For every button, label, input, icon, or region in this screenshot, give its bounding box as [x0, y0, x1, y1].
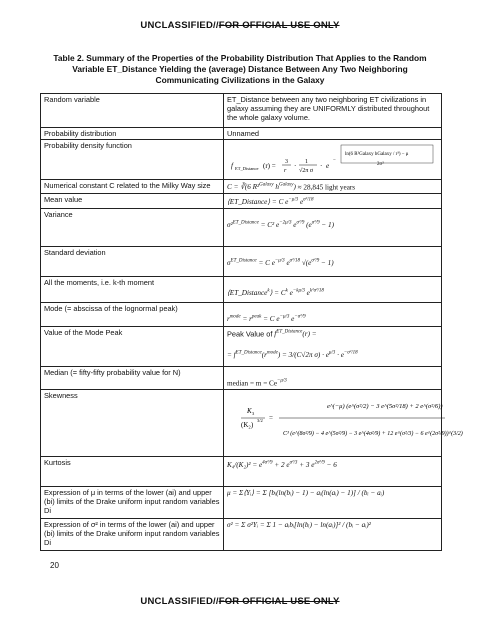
table-row [41, 208, 442, 246]
table-title: Table 2. Summary of the Properties of the Probability Distribution That Applies to the Random Variable ET_Distance Yielding the (average) Distance Between Any Two Neighboring Communicating Civilizations in the Galaxy [53, 53, 427, 85]
mode-formula: $r^{mode} = r^{peak} = C$ $e^{-\mu/3}$ $e^{-\sigma^2/9}$ [227, 314, 306, 324]
mu-formula: μ = Σ⟨Yᵢ⟩ = Σ [bᵢ(ln(bᵢ) − 1) − aᵢ(ln(aᵢ) − 1)] / (bᵢ − aᵢ) [227, 489, 385, 498]
table-row [41, 246, 442, 276]
kurtosis-formula: $K_4/(K_2)^2 = e^{4\sigma^2/9} + 2$ $e^{\sigma^2/3} + 3$ $e^{2\sigma^2/9} - 6$ [227, 460, 337, 469]
svg-text:C³ (e^(8σ²/9) − 4 e^(5σ²/9) −: C³ (e^(8σ²/9) − 4 e^(5σ²/9) − 3 e^(4σ²/9) + 12 e^(σ²/3) − 6 e^(2σ²/9))^(3/2) [283, 431, 463, 438]
classification-banner-bottom [0, 596, 480, 607]
formula-kurtosis [224, 457, 442, 487]
formula-std [224, 246, 442, 276]
formula-mu [224, 487, 442, 519]
svg-text:ET_Distance: ET_Distance [235, 166, 259, 171]
svg-text:r: r [284, 168, 287, 174]
svg-text:K: K [247, 407, 252, 416]
formula-variance [224, 208, 442, 246]
median-exponent: −μ/3 [277, 378, 287, 384]
struck-marking: FOR OFFICIAL USE ONLY [218, 596, 340, 607]
formula-mode-peak [224, 326, 442, 366]
row-value: Unnamed [224, 128, 442, 140]
row-label: Skewness [41, 390, 224, 457]
row-label: Value of the Mode Peak [41, 326, 224, 366]
svg-text:e^(−μ) (e^(σ²/2) − 3 e^(5σ²/18: e^(−μ) (e^(σ²/2) − 3 e^(5σ²/18) + 2 e^(σ²/6)) [327, 403, 443, 411]
table-row [41, 128, 442, 140]
row-label: Mean value [41, 194, 224, 208]
table-row [41, 94, 442, 128]
svg-text:2σ²: 2σ² [377, 162, 384, 167]
table-row [41, 326, 442, 366]
svg-text:1: 1 [305, 159, 308, 165]
svg-text:√2π σ: √2π σ [299, 168, 314, 174]
svg-text:f: f [231, 162, 233, 170]
variance-formula: σ²$^{ET\_Distance}$ = C² $e^{-2\mu/3}$ $e^{\sigma^2/9}$ $(e^{\sigma^2/9} - 1)$ [227, 220, 335, 230]
table-row [41, 194, 442, 208]
svg-text:ln(6 R²Galaxy hGalaxy / r³) −: ln(6 R²Galaxy hGalaxy / r³) − μ [345, 152, 409, 157]
svg-text:e: e [326, 162, 330, 170]
row-value: ET_Distance between any two neighboring ET civilizations in galaxy assuming they are UNIFORMLY distributed throughout the whole galaxy volume. [224, 94, 442, 128]
row-label: Numerical constant C related to the Milky Way size [41, 180, 224, 194]
svg-text:(r) =: (r) = [263, 162, 276, 170]
table-row [41, 390, 442, 457]
table-row [41, 366, 442, 389]
svg-text:(K₂): (K₂) [241, 421, 254, 430]
moments-formula: ⟨ET_Distance$^k$⟩ = $C^k$ $e^{-k\mu/3}$ $e^{k^2\sigma^2/18}$ [227, 288, 324, 298]
formula-mean [224, 194, 442, 208]
svg-text:·: · [294, 162, 297, 170]
peak-value-label: Peak Value of [227, 329, 273, 339]
std-formula: $\sigma^{ET\_Distance} = C$ $e^{-\mu/3}$ $e^{\sigma^2/18}$ $√(e^{\sigma^2/9} - 1)$ [227, 258, 334, 268]
formula-skewness [224, 390, 463, 457]
formula-moments [224, 276, 442, 302]
table-row [41, 302, 442, 326]
row-label: Probability density function [41, 140, 224, 180]
formula-constant [224, 180, 442, 194]
struck-marking: FOR OFFICIAL USE ONLY [218, 20, 340, 31]
mode-peak-formula: = $f^{ET\_Distance}(r^{mode}) = 3/(C√2\pi$ $\sigma) \cdot e^{\mu/3} \cdot e^{-\sigma^2/18}$ [227, 350, 358, 359]
table-row [41, 519, 442, 551]
svg-text:·: · [320, 162, 323, 170]
row-label: Expression of σ² in terms of the lower (ai) and upper (bi) limits of the Drake uniform input random variables Di [41, 519, 224, 551]
svg-text:3: 3 [252, 411, 255, 417]
row-label: Mode (= abscissa of the lognormal peak) [41, 302, 224, 326]
row-label: Median (= fifty-fifty probability value for N) [41, 366, 224, 389]
svg-text:−: − [333, 158, 336, 163]
skewness-formula [227, 391, 463, 455]
classification-text: UNCLASSIFIED// [140, 20, 219, 31]
table-row [41, 276, 442, 302]
row-label: All the moments, i.e. k-th moment [41, 276, 224, 302]
properties-table [40, 93, 463, 551]
constant-value: ≈ 28,845 light years [297, 183, 356, 192]
svg-text:3: 3 [285, 159, 288, 165]
table-row [41, 180, 442, 194]
row-label: Random variable [41, 94, 224, 128]
page-number: 20 [50, 561, 59, 570]
formula-sigma [224, 519, 442, 551]
sigma-formula: σ² = Σ σ²Yᵢ = Σ 1 − aᵢbᵢ[ln(bᵢ) − ln(aᵢ)]² / (bᵢ − aᵢ)² [227, 521, 371, 530]
row-label: Expression of μ in terms of the lower (ai) and upper (bi) limits of the Drake uniform input random variables Di [41, 487, 224, 519]
row-label: Probability distribution [41, 128, 224, 140]
table-row [41, 487, 442, 519]
pdf-formula [227, 141, 447, 178]
table-row [41, 140, 442, 180]
median-formula: median = m = Ce [227, 379, 278, 388]
constant-formula: C = ∛(6 R²$^{Galaxy}$ $h^{Galaxy}$) [227, 183, 298, 192]
classification-banner-top [0, 20, 480, 31]
peak-f-label: $f^{ET\_Distance}(r)$ = [272, 329, 317, 339]
formula-pdf [224, 140, 442, 180]
row-label: Kurtosis [41, 457, 224, 487]
svg-text:3/2: 3/2 [257, 418, 263, 424]
formula-median [224, 366, 442, 389]
row-label: Standard deviation [41, 246, 224, 276]
row-label: Variance [41, 208, 224, 246]
mean-formula: ⟨ET_Distance⟩ = C $e^{-\mu/3}$ $e^{\sigma^2/18}$ [227, 197, 314, 206]
svg-text:=: = [269, 414, 273, 423]
table-row [41, 457, 442, 487]
formula-mode [224, 302, 442, 326]
classification-text: UNCLASSIFIED// [140, 596, 219, 607]
